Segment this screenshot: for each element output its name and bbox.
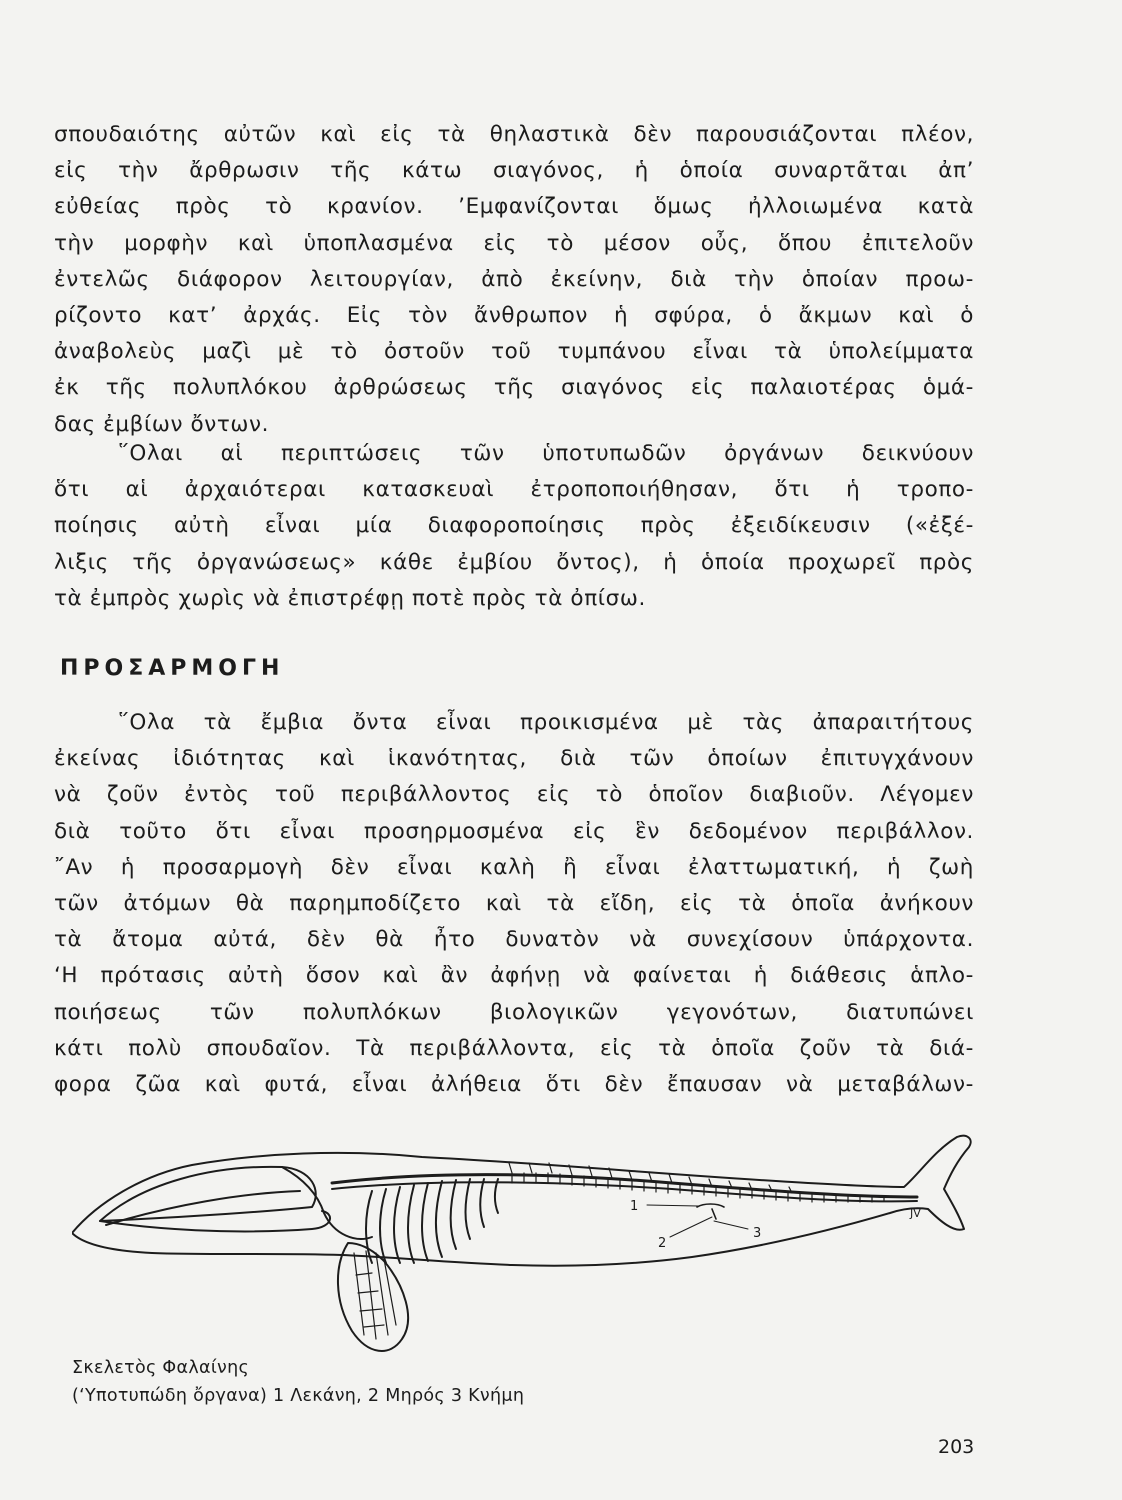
vestigial-femur bbox=[712, 1209, 716, 1219]
text-line: εἰς τὴν ἄρθρωσιν τῆς κάτω σιαγόνος, ἡ ὁποία συναρτᾶται ἀπ’ bbox=[54, 158, 974, 184]
text-line: ῞Ολα τὰ ἔμβια ὄντα εἶναι προικισμένα μὲ τὰς ἀπαραιτήτους bbox=[118, 710, 974, 735]
text-line: τὴν μορφὴν καὶ ὑποπλασμένα εἰς τὸ μέσον οὖς, ὅπου ἐπιτελοῦν bbox=[54, 230, 974, 256]
text-line: τῶν ἀτόμων θὰ παρημποδίζετο καὶ τὰ εἴδη, εἰς τὰ ὁποῖα ἀνήκουν bbox=[54, 890, 974, 916]
text-line: ἐκείνας ἰδιότητας καὶ ἱκανότητας, διὰ τῶν ὁποίων ἐπιτυγχάνουν bbox=[54, 746, 974, 772]
page-number: 203 bbox=[938, 1436, 975, 1458]
whale-skeleton-illustration bbox=[72, 1125, 977, 1355]
artist-signature: JV bbox=[910, 1207, 921, 1220]
figure-label-1: 1 bbox=[630, 1199, 639, 1214]
figure-label-2: 2 bbox=[658, 1236, 667, 1251]
text-line: λιξις τῆς ὀργανώσεως» κάθε ἐμβίου ὄντος), ἡ ὁποία προχωρεῖ πρὸς bbox=[54, 549, 974, 575]
text-line: δας ἐμβίων ὄντων. bbox=[54, 411, 270, 437]
text-line: ὅτι αἱ ἀρχαιότεραι κατασκευαὶ ἐτροποποιήθησαν, ὅτι ἡ τροπο- bbox=[54, 477, 974, 503]
text-line: νὰ ζοῦν ἐντὸς τοῦ περιβάλλοντος εἰς τὸ ὁποῖον διαβιοῦν. Λέγομεν bbox=[54, 782, 974, 808]
figure-caption-title: Σκελετὸς Φαλαίνης bbox=[72, 1358, 250, 1378]
paragraph-adaptation bbox=[54, 705, 974, 1103]
text-line: σπουδαιότης αὐτῶν καὶ εἰς τὰ θηλαστικὰ δὲν παρουσιάζονται πλέον, bbox=[54, 122, 974, 147]
text-line: τὰ ἄτομα αὐτά, δὲν θὰ ἦτο δυνατὸν νὰ συνεχίσουν ὑπάρχοντα. bbox=[54, 927, 974, 953]
text-line: ἐκ τῆς πολυπλόκου ἀρθρώσεως τῆς σιαγόνος εἰς παλαιοτέρας ὁμά- bbox=[54, 375, 974, 401]
paragraph-vestigial-organs bbox=[54, 436, 974, 617]
rib-cage bbox=[366, 1179, 498, 1263]
text-line: ‘Η πρότασις αὐτὴ ὅσον καὶ ἂν ἀφήνῃ νὰ φαίνεται ἡ διάθεσις ἁπλο- bbox=[54, 963, 974, 989]
vestigial-pelvis bbox=[697, 1204, 724, 1207]
text-line: φορα ζῶα καὶ φυτά, εἶναι ἀλήθεια ὅτι δὲν ἔπαυσαν νὰ μεταβάλων- bbox=[54, 1071, 974, 1097]
text-line: διὰ τοῦτο ὅτι εἶναι προσηρμοσμένα εἰς ἓν δεδομένον περιβάλλον. bbox=[54, 818, 974, 844]
text-line: ἀναβολεὺς μαζὶ μὲ τὸ ὀστοῦν τοῦ τυμπάνου εἶναι τὰ ὑπολείμματα bbox=[54, 339, 974, 365]
text-line: εὐθείας πρὸς τὸ κρανίον. ’Εμφανίζονται ὅμως ἠλλοιωμένα κατὰ bbox=[54, 194, 974, 220]
text-line: ποιήσεως τῶν πολυπλόκων βιολογικῶν γεγονότων, διατυπώνει bbox=[54, 999, 974, 1025]
text-line: ποίησις αὐτὴ εἶναι μία διαφοροποίησις πρὸς ἐξειδίκευσιν («ἐξέ- bbox=[54, 513, 974, 539]
skull-jaw bbox=[100, 1167, 316, 1221]
paragraph-continued bbox=[54, 117, 974, 443]
figure-caption-legend: (‘Υποτυπώδη ὄργανα) 1 Λεκάνη, 2 Μηρός 3 Κνήμη bbox=[72, 1386, 525, 1406]
text-line: ἐντελῶς διάφορον λειτουργίαν, ἀπὸ ἐκείνην, διὰ τὴν ὁποίαν προω- bbox=[54, 266, 974, 292]
section-heading: ΠΡΟΣΑΡΜΟΓΗ bbox=[60, 656, 285, 681]
text-line: ῞Ολαι αἱ περιπτώσεις τῶν ὑποτυπωδῶν ὀργάνων δεικνύουν bbox=[118, 441, 974, 466]
text-line: κάτι πολὺ σπουδαῖον. Τὰ περιβάλλοντα, εἰς τὰ ὁποῖα ζοῦν τὰ διά- bbox=[54, 1035, 974, 1061]
vertebrae-marks bbox=[509, 1163, 884, 1202]
text-line: τὰ ἐμπρὸς χωρὶς νὰ ἐπιστρέφῃ ποτὲ πρὸς τὰ ὀπίσω. bbox=[54, 585, 646, 611]
text-line: ρίζοντο κατ’ ἀρχάς. Εἰς τὸν ἄνθρωπον ἡ σφύρα, ὁ ἄκμων καὶ ὁ bbox=[54, 302, 974, 328]
text-line: ῎Αν ἡ προσαρμογὴ δὲν εἶναι καλὴ ἢ εἶναι ἐλαττωματική, ἡ ζωὴ bbox=[54, 854, 974, 880]
figure-label-3: 3 bbox=[753, 1226, 762, 1241]
